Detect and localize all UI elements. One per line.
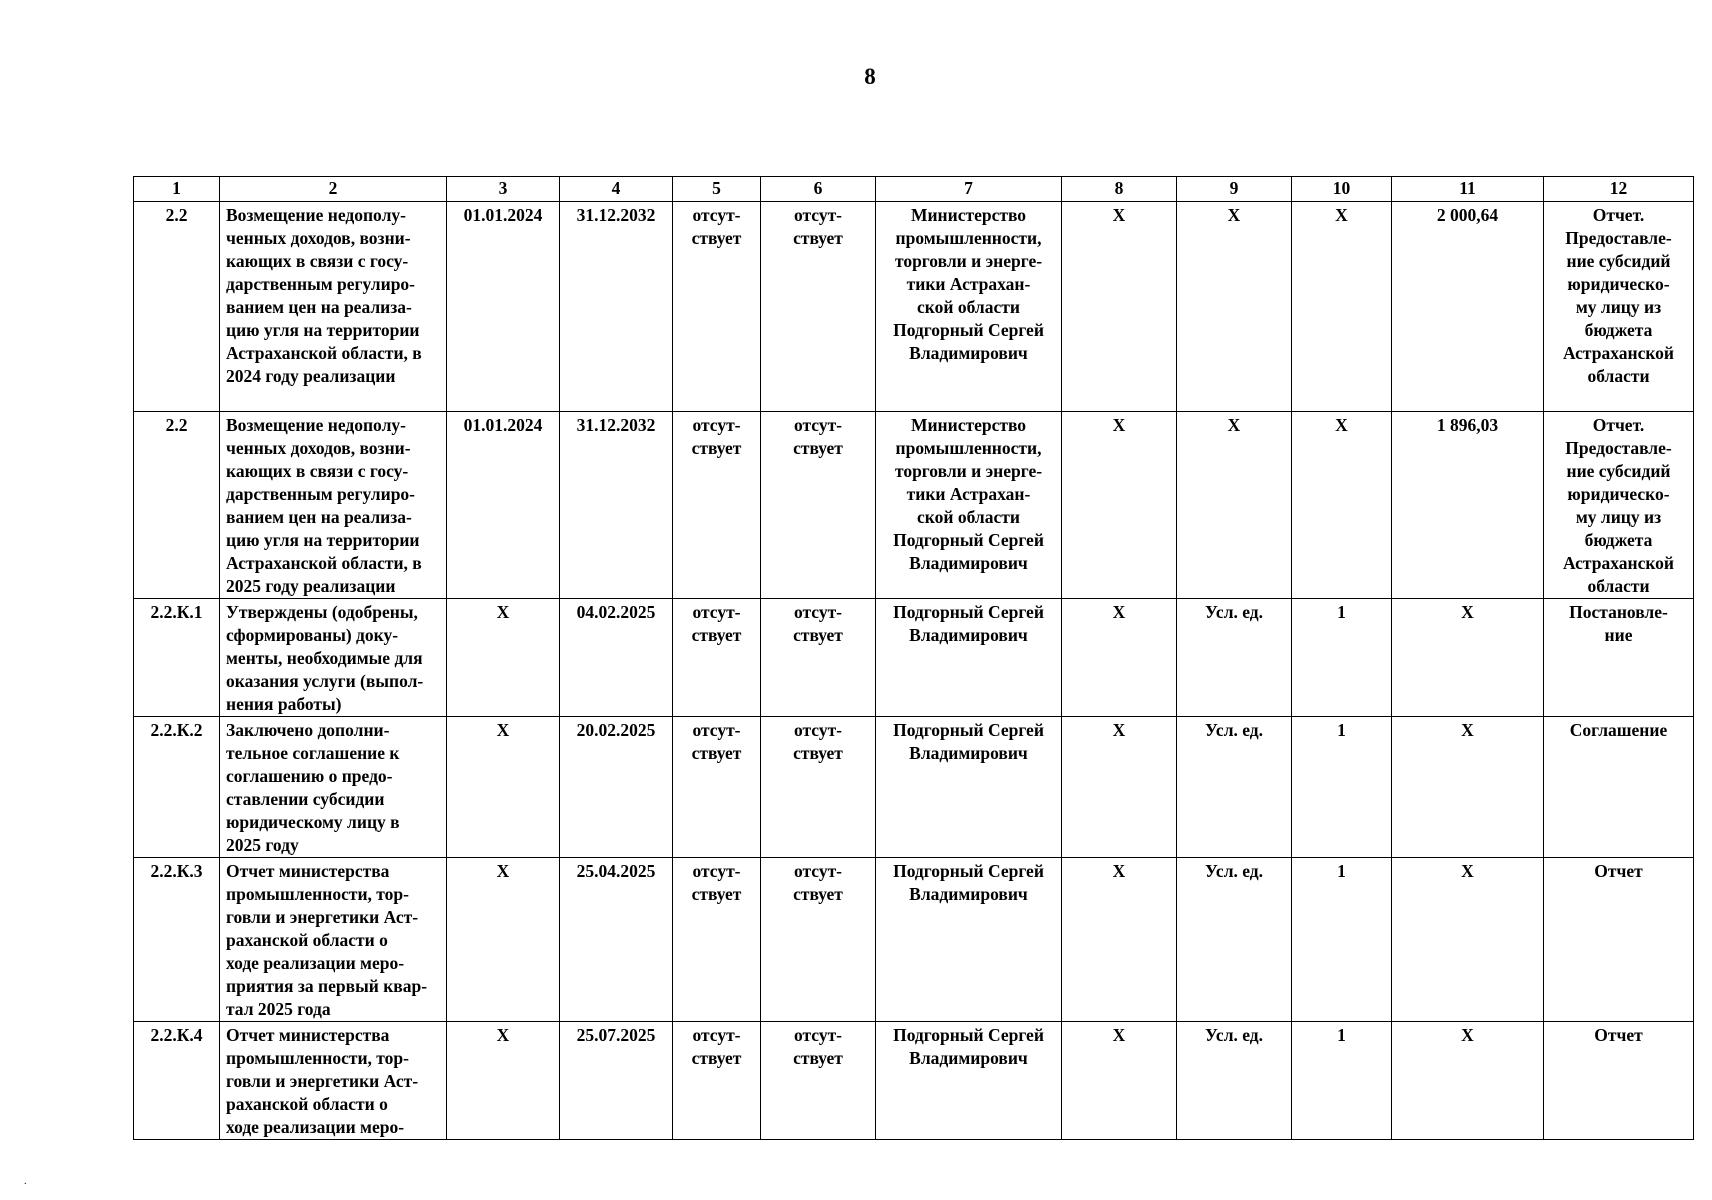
table-row <box>134 858 1694 1022</box>
end-date: 31.12.2032 <box>560 202 673 412</box>
column-header-9: 9 <box>1177 177 1292 202</box>
unit-of-measure: X <box>1177 202 1292 412</box>
column-10-value: 1 <box>1292 858 1392 1022</box>
activity-name: Заключено дополни- тельное соглашение к соглашению о предо- ставлении субсидии юридическому лицу в 2025 году <box>220 717 447 858</box>
funding-amount: 2 000,64 <box>1392 202 1544 412</box>
result-document: Соглашение <box>1544 717 1694 858</box>
row-number: 2.2 <box>134 412 220 599</box>
column-5-value: отсут- ствует <box>673 202 761 412</box>
column-8-value: X <box>1062 858 1177 1022</box>
row-number: 2.2.К.1 <box>134 599 220 717</box>
column-8-value: X <box>1062 599 1177 717</box>
column-5-value: отсут- ствует <box>673 717 761 858</box>
activity-name: Утверждены (одобрены, сформированы) доку- менты, необходимые для оказания услуги (выпол- нения работы) <box>220 599 447 717</box>
column-5-value: отсут- ствует <box>673 599 761 717</box>
column-8-value: X <box>1062 412 1177 599</box>
column-10-value: X <box>1292 202 1392 412</box>
activity-name: Отчет министерства промышленности, тор- говли и энергетики Аст- раханской области о ходе реализации меро- приятия за первый квар- тал 2025 года <box>220 858 447 1022</box>
activity-name: Возмещение недополу- ченных доходов, возни- кающих в связи с госу- дарственным регулиро- ванием цен на реализа- цию угля на территории Астраханской области, в 2024 году реализации <box>220 202 447 412</box>
row-number: 2.2.К.2 <box>134 717 220 858</box>
column-6-value: отсут- ствует <box>761 1022 876 1140</box>
column-header-7: 7 <box>876 177 1062 202</box>
page-number: 8 <box>864 64 876 89</box>
end-date: 20.02.2025 <box>560 717 673 858</box>
funding-amount: X <box>1392 1022 1544 1140</box>
column-6-value: отсут- ствует <box>761 599 876 717</box>
column-header-5: 5 <box>673 177 761 202</box>
column-header-12: 12 <box>1544 177 1694 202</box>
schedule-table <box>133 176 1694 1140</box>
row-number: 2.2.К.3 <box>134 858 220 1022</box>
funding-amount: X <box>1392 599 1544 717</box>
table-row <box>134 599 1694 717</box>
column-header-10: 10 <box>1292 177 1392 202</box>
column-10-value: 1 <box>1292 599 1392 717</box>
column-header-1: 1 <box>134 177 220 202</box>
responsible-executor: Подгорный Сергей Владимирович <box>876 1022 1062 1140</box>
column-6-value: отсут- ствует <box>761 412 876 599</box>
stray-mark: . <box>24 1176 27 1187</box>
activity-name: Отчет министерства промышленности, тор- говли и энергетики Аст- раханской области о ходе реализации меро- <box>220 1022 447 1140</box>
column-10-value: 1 <box>1292 1022 1392 1140</box>
table-row <box>134 717 1694 858</box>
row-number: 2.2 <box>134 202 220 412</box>
unit-of-measure: Усл. ед. <box>1177 717 1292 858</box>
start-date: 01.01.2024 <box>447 412 560 599</box>
funding-amount: 1 896,03 <box>1392 412 1544 599</box>
column-8-value: X <box>1062 717 1177 858</box>
end-date: 25.04.2025 <box>560 858 673 1022</box>
funding-amount: X <box>1392 717 1544 858</box>
column-10-value: X <box>1292 412 1392 599</box>
column-10-value: 1 <box>1292 717 1392 858</box>
column-6-value: отсут- ствует <box>761 202 876 412</box>
end-date: 04.02.2025 <box>560 599 673 717</box>
funding-amount: X <box>1392 858 1544 1022</box>
responsible-executor: Подгорный Сергей Владимирович <box>876 858 1062 1022</box>
responsible-executor: Министерство промышленности, торговли и энерге- тики Астрахан- ской области Подгорный Сергей Владимирович <box>876 412 1062 599</box>
responsible-executor: Министерство промышленности, торговли и энерге- тики Астрахан- ской области Подгорный Сергей Владимирович <box>876 202 1062 412</box>
column-6-value: отсут- ствует <box>761 858 876 1022</box>
result-document: Постановле- ние <box>1544 599 1694 717</box>
unit-of-measure: Усл. ед. <box>1177 858 1292 1022</box>
end-date: 25.07.2025 <box>560 1022 673 1140</box>
responsible-executor: Подгорный Сергей Владимирович <box>876 717 1062 858</box>
responsible-executor: Подгорный Сергей Владимирович <box>876 599 1062 717</box>
result-document: Отчет. Предоставле- ние субсидий юридическо- му лицу из бюджета Астраханской области <box>1544 202 1694 412</box>
table-row <box>134 1022 1694 1140</box>
column-header-4: 4 <box>560 177 673 202</box>
column-8-value: X <box>1062 1022 1177 1140</box>
table-row <box>134 412 1694 599</box>
column-header-2: 2 <box>220 177 447 202</box>
result-document: Отчет <box>1544 1022 1694 1140</box>
column-header-11: 11 <box>1392 177 1544 202</box>
unit-of-measure: Усл. ед. <box>1177 1022 1292 1140</box>
column-header-3: 3 <box>447 177 560 202</box>
end-date: 31.12.2032 <box>560 412 673 599</box>
column-5-value: отсут- ствует <box>673 1022 761 1140</box>
start-date: 01.01.2024 <box>447 202 560 412</box>
column-8-value: X <box>1062 202 1177 412</box>
column-5-value: отсут- ствует <box>673 412 761 599</box>
result-document: Отчет. Предоставле- ние субсидий юридическо- му лицу из бюджета Астраханской области <box>1544 412 1694 599</box>
table-row <box>134 202 1694 412</box>
header-row <box>134 177 1694 202</box>
start-date: X <box>447 599 560 717</box>
start-date: X <box>447 1022 560 1140</box>
start-date: X <box>447 858 560 1022</box>
unit-of-measure: Усл. ед. <box>1177 599 1292 717</box>
row-number: 2.2.К.4 <box>134 1022 220 1140</box>
column-6-value: отсут- ствует <box>761 717 876 858</box>
column-header-6: 6 <box>761 177 876 202</box>
column-header-8: 8 <box>1062 177 1177 202</box>
activity-name: Возмещение недополу- ченных доходов, возни- кающих в связи с госу- дарственным регулиро- ванием цен на реализа- цию угля на территории Астраханской области, в 2025 году реализации <box>220 412 447 599</box>
unit-of-measure: X <box>1177 412 1292 599</box>
column-5-value: отсут- ствует <box>673 858 761 1022</box>
result-document: Отчет <box>1544 858 1694 1022</box>
start-date: X <box>447 717 560 858</box>
